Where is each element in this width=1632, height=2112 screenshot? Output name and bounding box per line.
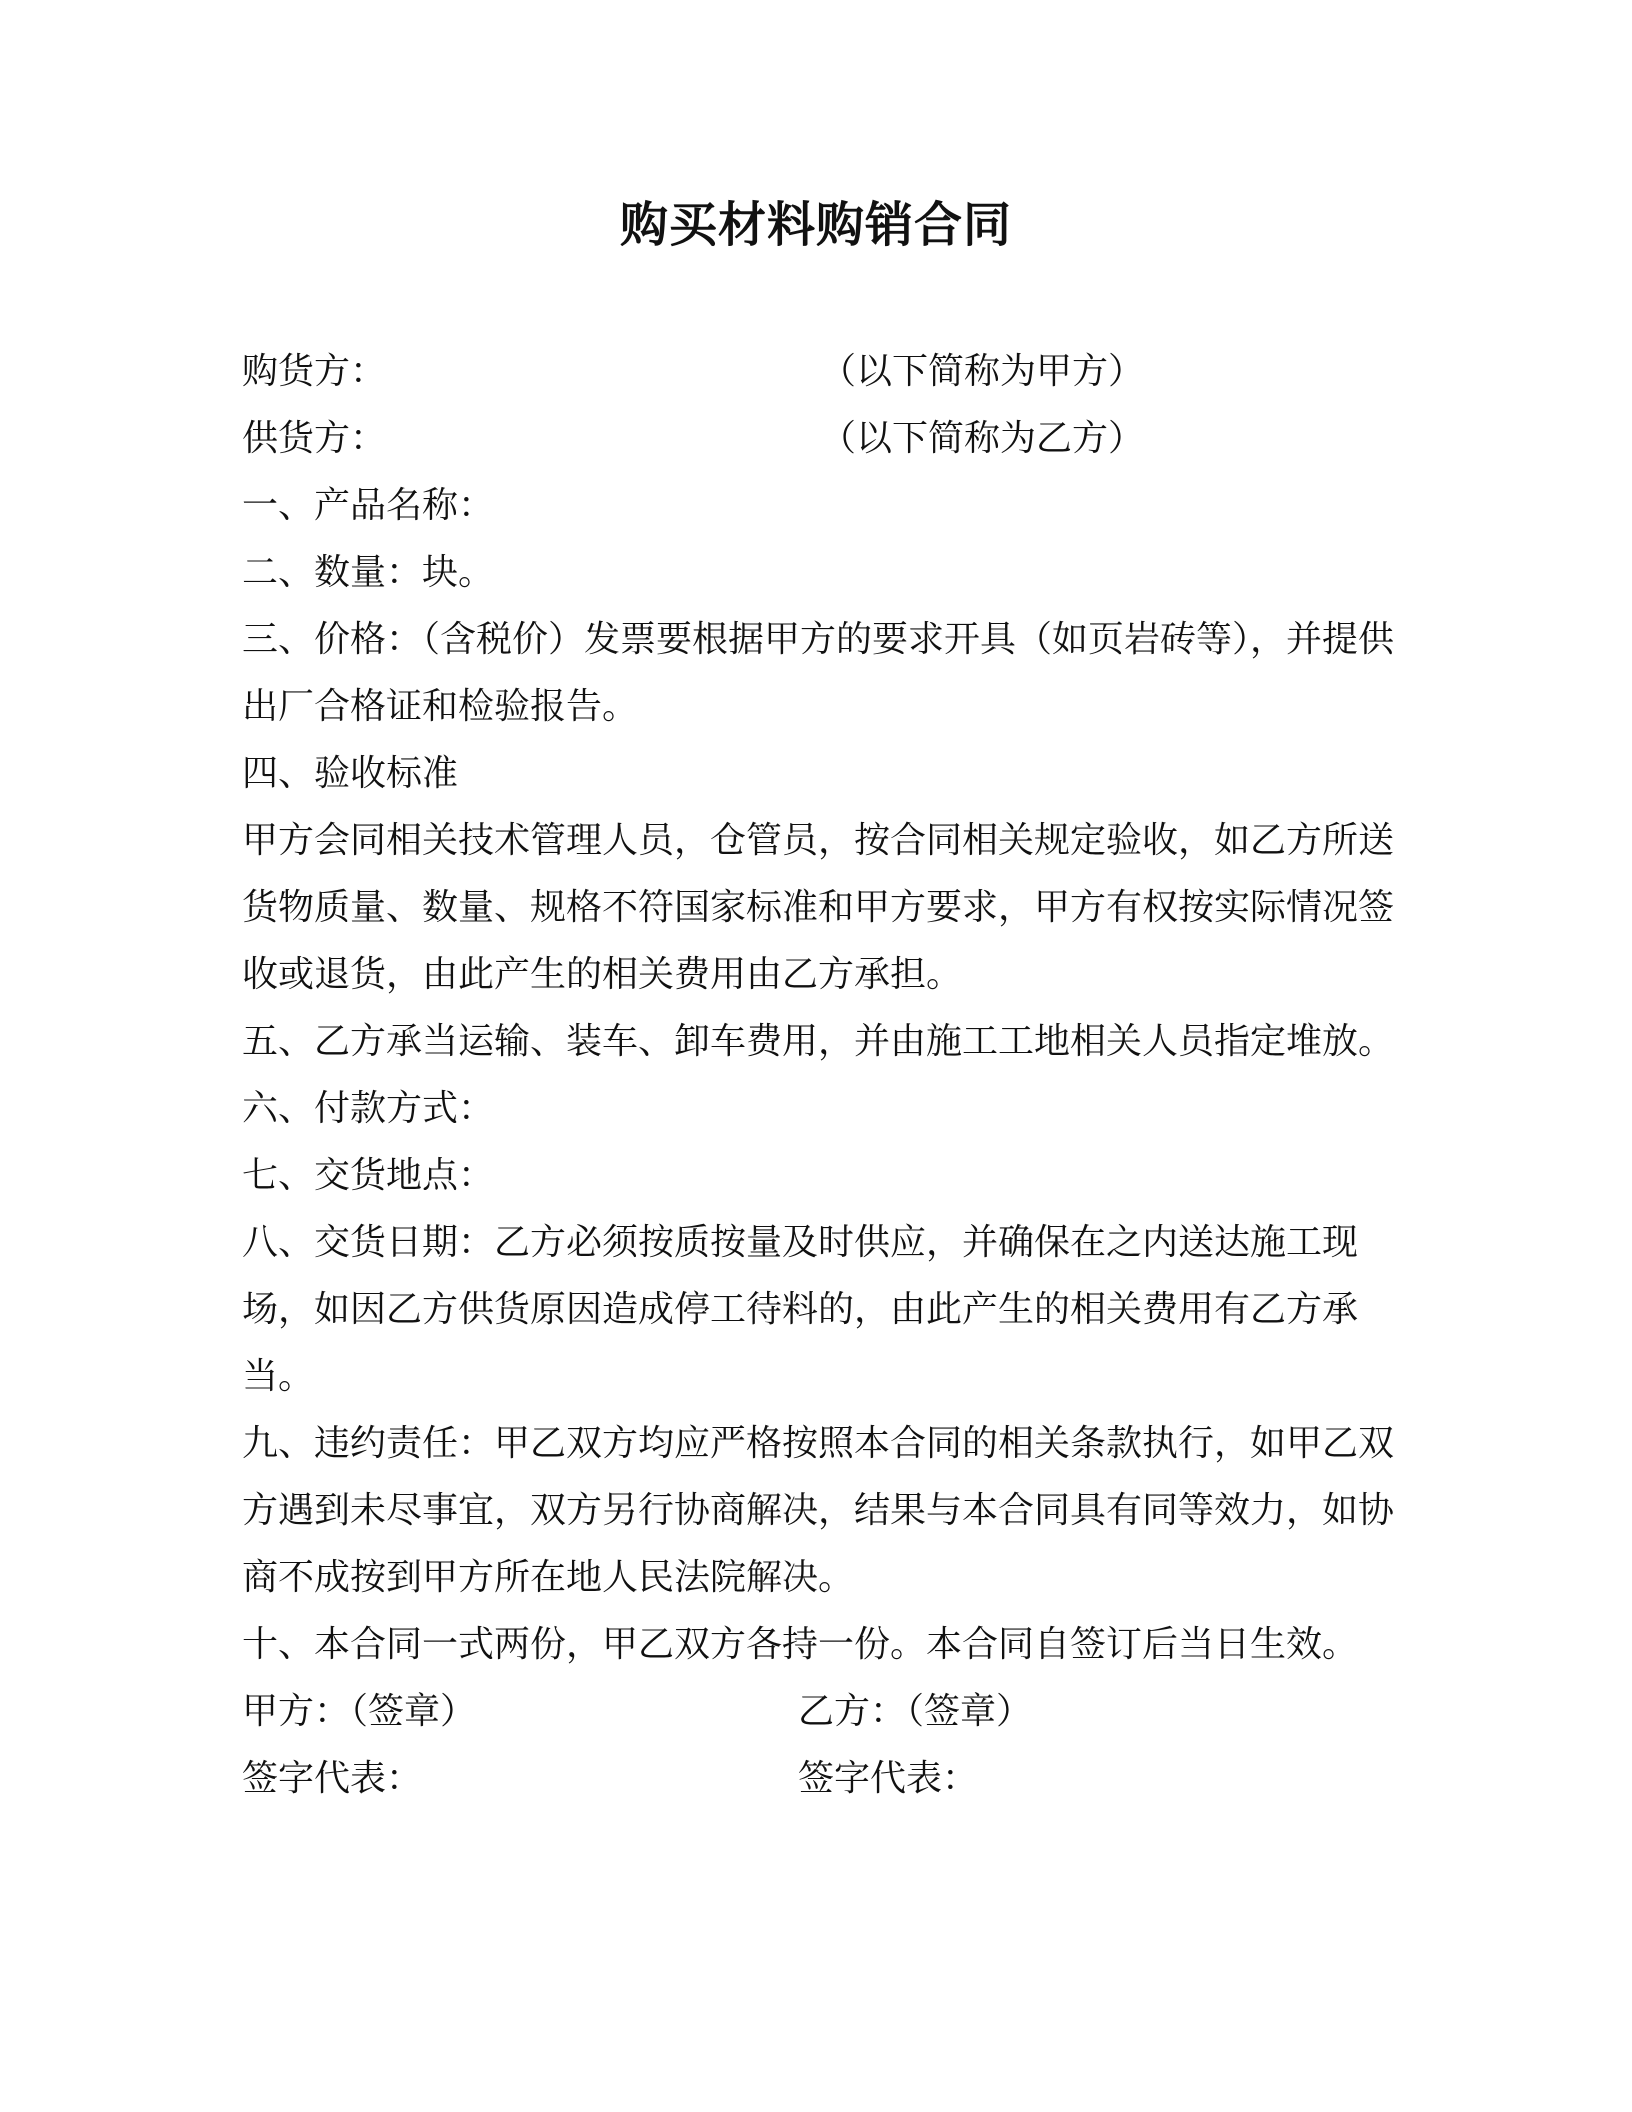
buyer-note: （以下简称为甲方） <box>820 351 1145 392</box>
clause-price: 三、价格：（含税价）发票要根据甲方的要求开具（如页岩砖等），并提供出厂合格证和检验报告。 <box>242 619 1395 727</box>
party-b-representative: 签字代表： <box>798 1758 979 1799</box>
party-a-representative: 签字代表： <box>242 1758 423 1799</box>
clause-liability: 九、违约责任：甲乙双方均应严格按照本合同的相关条款执行，如甲乙双方遇到未尽事宜，双方另行协商解决，结果与本合同具有同等效力，如协商不成按到甲方所在地人民法院解决。 <box>242 1423 1395 1598</box>
contract-body <box>242 338 1422 1812</box>
buyer-label: 购货方： <box>242 351 387 392</box>
clause-delivery-date: 八、交货日期：乙方必须按质按量及时供应，并确保在之内送达施工现场，如因乙方供货原因造成停工待料的，由此产生的相关费用有乙方承当。 <box>242 1222 1359 1397</box>
party-a-seal: 甲方：（签章） <box>242 1691 477 1732</box>
clause-payment: 六、付款方式： <box>242 1088 495 1129</box>
clause-delivery-place: 七、交货地点： <box>242 1155 495 1196</box>
signature-row <box>242 1678 1422 1745</box>
clause-transport: 五、乙方承当运输、装车、卸车费用，并由施工工地相关人员指定堆放。 <box>242 1021 1395 1062</box>
seller-note: （以下简称为乙方） <box>820 418 1145 459</box>
clause-quantity: 二、数量：块。 <box>242 552 495 593</box>
clause-product-name: 一、产品名称： <box>242 485 495 526</box>
buyer-row <box>242 338 1422 405</box>
document-title: 购买材料购销合同 <box>619 197 1012 253</box>
seller-row <box>242 405 1422 472</box>
clause-acceptance-text: 甲方会同相关技术管理人员，仓管员，按合同相关规定验收，如乙方所送货物质量、数量、规格不符国家标准和甲方要求，甲方有权按实际情况签收或退货，由此产生的相关费用由乙方承担。 <box>242 820 1395 995</box>
clause-copies: 十、本合同一式两份，甲乙双方各持一份。本合同自签订后当日生效。 <box>242 1624 1359 1665</box>
seller-label: 供货方： <box>242 418 387 459</box>
representative-row <box>242 1745 1422 1812</box>
party-b-seal: 乙方：（签章） <box>798 1691 1033 1732</box>
clause-acceptance-heading: 四、验收标准 <box>242 753 459 794</box>
